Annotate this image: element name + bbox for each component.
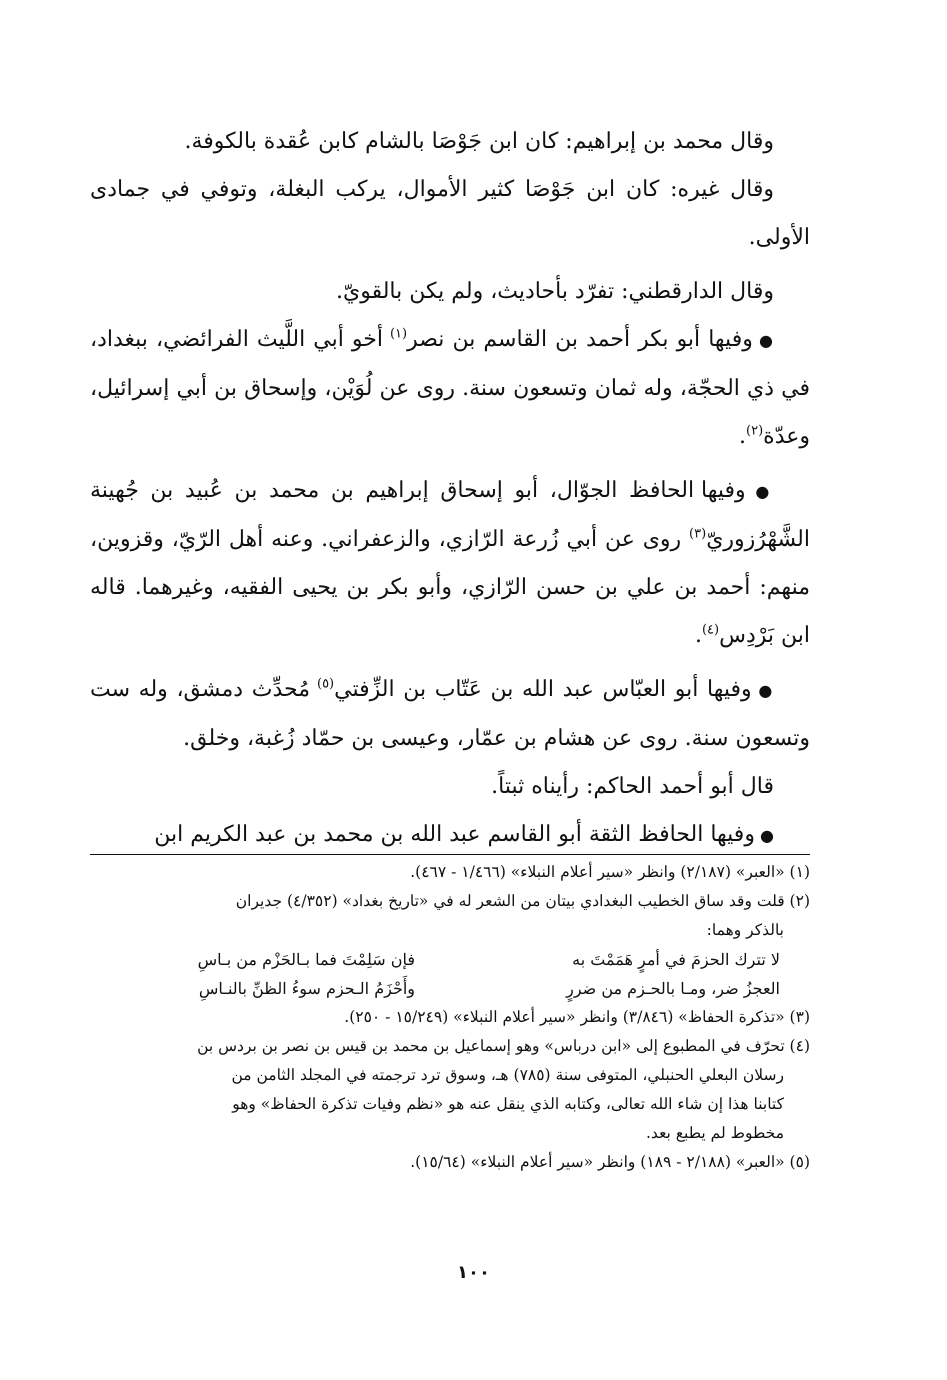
footnote-divider <box>90 854 810 855</box>
footnote-2-continuation: بالذكر وهما: <box>706 921 784 939</box>
paragraph-5-text-c: . <box>694 623 702 648</box>
page-number: ١٠٠ <box>457 1262 490 1283</box>
footnote-2: (٢) قلت وقد ساق الخطيب البغدادي بيتان من الشعر له في «تاريخ بغداد» (٤/٣٥٢) جديران <box>235 892 810 910</box>
footnote-4: (٤) تحرّف في المطبوع إلى «ابن درباس» وهو إسماعيل بن محمد بن قيس بن نصر بن بردس بن <box>197 1037 810 1055</box>
paragraph-7 <box>90 763 810 811</box>
paragraph-4-text-c: . <box>739 424 747 449</box>
paragraph-7-text: قال أبو أحمد الحاكم: رأيناه ثبتاً. <box>491 774 774 799</box>
poem-line-2-first-half: العجزُ ضر، ومـا بالحـزم من ضررٍ <box>566 979 780 998</box>
paragraph-2-text: وقال غيره: كان ابن جَوْصَا كثير الأموال، يركب البغلة، وتوفي في جمادى الأولى. <box>90 177 810 250</box>
paragraph-5-text-b: روى عن أبي زُرعة الرّازي، والزعفراني. وعنه أهل الرّيّ، وقزوين، منهم: أحمد بن علي بن حسن الرّازي، وأبو بكر بن يحيى الفقيه، وغيرهما. قاله ابن بَرْدِس <box>90 527 810 648</box>
paragraph-5-text-a: وفيها الحافظ الجوّال، أبو إسحاق إبراهيم بن محمد بن عُبيد بن جُهينة الشَّهْرُزوريّ <box>90 478 810 552</box>
footnote-ref-2[interactable]: (٢) <box>746 423 764 439</box>
main-text <box>90 118 810 860</box>
footnotes <box>90 858 810 1177</box>
footnote-4-continuation-2: كتابنا هذا إن شاء الله تعالى، وكتابه الذي ينقل عنه هو «نظم وفيات تذكرة الحفاظ» وهو <box>232 1095 784 1113</box>
page-content <box>90 118 810 1171</box>
footnote-4-continuation-1: رسلان البعلي الحنبلي، المتوفى سنة (٧٨٥) هـ، وسوق ترد ترجمته في المجلد الثامن من <box>231 1066 784 1084</box>
footnote-ref-3[interactable]: (٣) <box>689 526 707 542</box>
footnote-ref-1[interactable]: (١) <box>389 326 408 342</box>
paragraph-4-text-b: أخو أبي اللَّيث الفرائضي، ببغداد، في ذي الحجّة، وله ثمان وتسعون سنة. روى عن لُوَيْن، وإسحاق بن أبي إسرائيل، وعدّة <box>90 327 810 449</box>
paragraph-6-text-b: مُحدِّث دمشق، وله ست وتسعون سنة. روى عن هشام بن عمّار، وعيسى بن حمّاد زُغبة، وخلق. <box>90 677 810 751</box>
poem-verses <box>90 945 810 1003</box>
paragraph-8 <box>90 811 810 860</box>
paragraph-3-text: وقال الدارقطني: تفرّد بأحاديث، ولم يكن بالقويّ. <box>335 279 774 304</box>
paragraph-3 <box>90 268 810 316</box>
paragraph-8-text: وفيها الحافظ الثقة أبو القاسم عبد الله بن محمد بن عبد الكريم ابن <box>154 822 755 847</box>
paragraph-4 <box>90 316 810 461</box>
paragraph-4-text-a: وفيها أبو بكر أحمد بن القاسم بن نصر <box>407 327 753 352</box>
footnote-ref-5[interactable]: (٥) <box>316 676 335 692</box>
footnote-4-continuation-3: مخطوط لم يطبع بعد. <box>646 1124 784 1142</box>
poem-line-1-first-half: لا تترك الحزمَ في أمرٍ هَمَمْتَ به <box>572 950 780 969</box>
paragraph-2 <box>90 166 810 262</box>
paragraph-1 <box>90 118 810 166</box>
poem-line-1-second-half: فإن سَلِمْتَ فما بـالحَزْم من بـاسِ <box>197 950 415 969</box>
paragraph-1-text: وقال محمد بن إبراهيم: كان ابن جَوْصَا بالشام كابن عُقدة بالكوفة. <box>184 129 774 154</box>
footnote-3: (٣) «تذكرة الحفاظ» (٣/٨٤٦) وانظر «سير أعلام النبلاء» (١٥/٢٤٩ - ٢٥٠). <box>344 1008 810 1026</box>
footnote-1: (١) «العبر» (٢/١٨٧) وانظر «سير أعلام النبلاء» (١/٤٦٦ - ٤٦٧). <box>410 863 810 881</box>
footnote-5: (٥) «العبر» (٢/١٨٨ - ١٨٩) وانظر «سير أعلام النبلاء» (١٥/٦٤). <box>410 1153 810 1171</box>
paragraph-6 <box>90 666 810 763</box>
footnote-ref-4[interactable]: (٤) <box>701 622 720 638</box>
paragraph-6-text-a: وفيها أبو العبّاس عبد الله بن عَتّاب بن الزِّفتي <box>334 677 752 702</box>
poem-line-2-second-half: وأَحْزَمُ الـحزم سوءُ الظنِّ بالنـاسِ <box>198 979 415 998</box>
paragraph-5 <box>90 467 810 660</box>
